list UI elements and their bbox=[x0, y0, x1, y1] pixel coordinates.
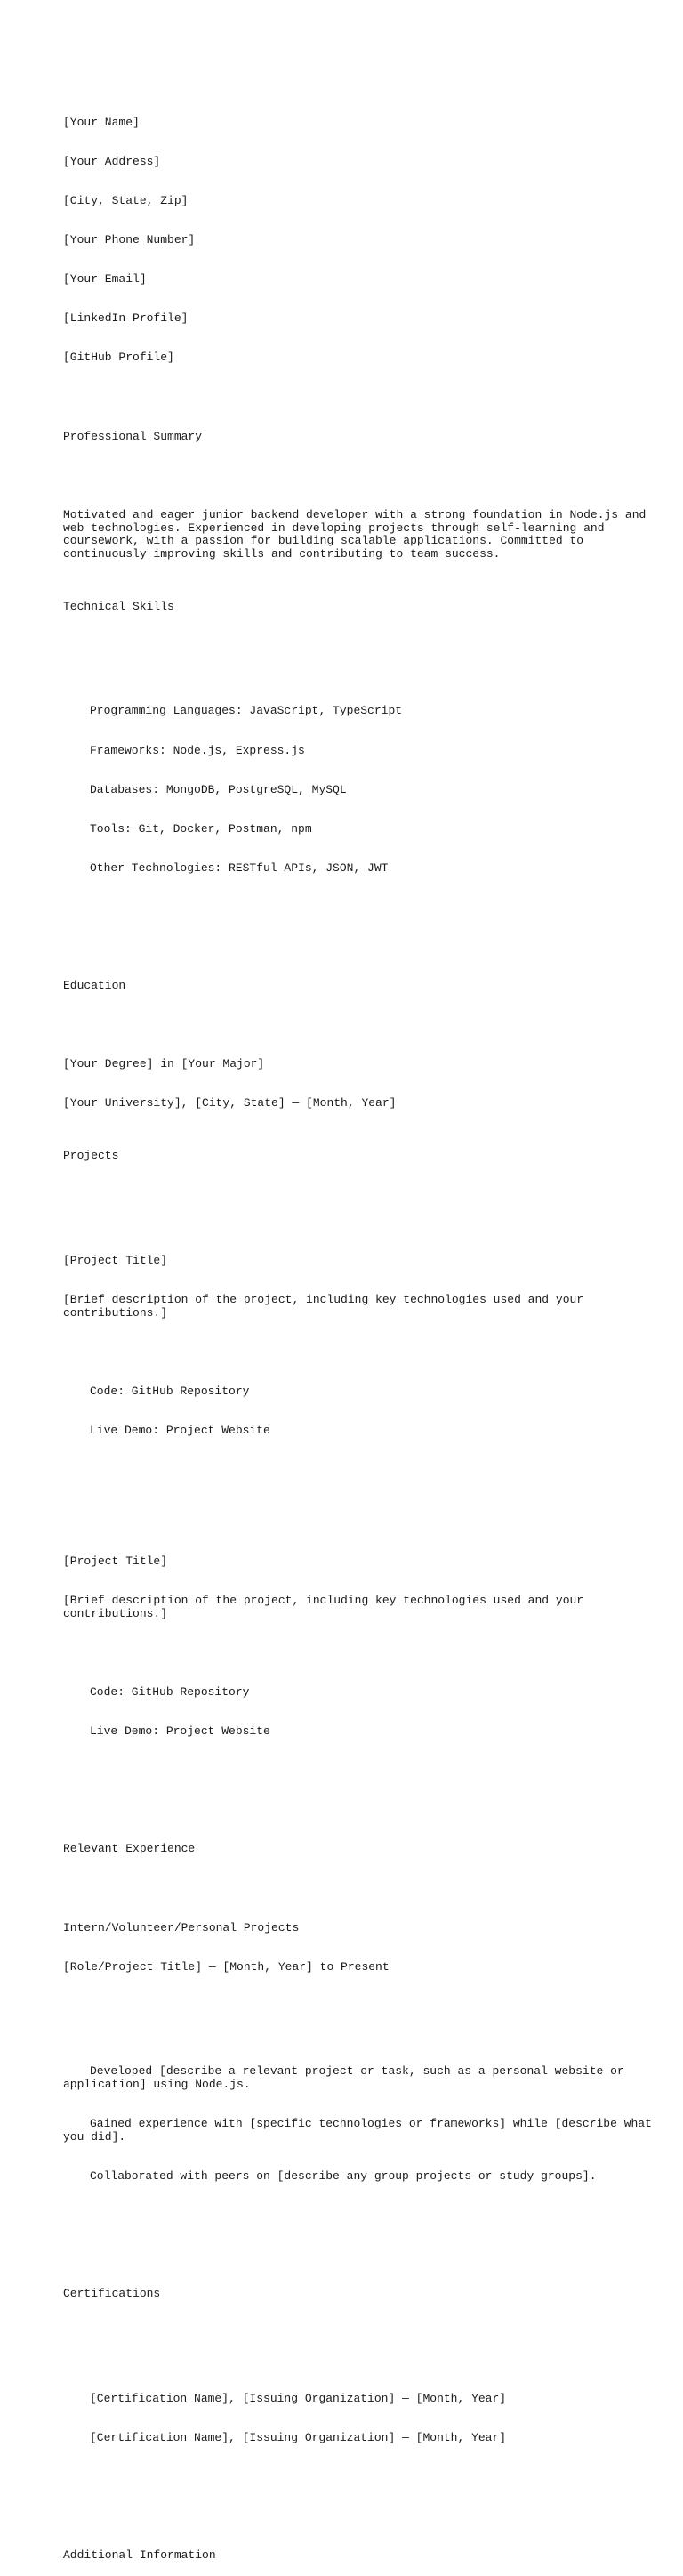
contact-github: [GitHub Profile] bbox=[63, 351, 174, 365]
certifications-list bbox=[63, 2367, 668, 2472]
project-description: [Brief description of the project, including key technologies used and your contributions.] bbox=[63, 1293, 591, 1320]
project-entry bbox=[63, 1530, 668, 1765]
project-code-link: Code: GitHub Repository bbox=[90, 1384, 250, 1398]
resume-document bbox=[63, 64, 668, 2576]
experience-role: [Role/Project Title] — [Month, Year] to Present bbox=[63, 1959, 390, 1974]
certification-item: [Certification Name], [Issuing Organization] — [Month, Year] bbox=[90, 2391, 507, 2405]
certifications-heading: Certifications bbox=[63, 2287, 161, 2301]
project-title: [Project Title] bbox=[63, 1554, 168, 1569]
experience-bullet: Collaborated with peers on [describe any group projects or study groups]. bbox=[90, 2169, 597, 2184]
project-demo-link: Live Demo: Project Website bbox=[90, 1724, 270, 1739]
contact-name: [Your Name] bbox=[63, 115, 140, 129]
skill-item: Programming Languages: JavaScript, TypeScript bbox=[90, 704, 403, 718]
skill-item: Other Technologies: RESTful APIs, JSON, JWT bbox=[90, 860, 389, 875]
summary-heading: Professional Summary bbox=[63, 429, 203, 443]
experience-bullets bbox=[63, 2039, 668, 2209]
contact-block bbox=[63, 90, 668, 391]
education-school: [Your University], [City, State] — [Month, Year] bbox=[63, 1096, 397, 1110]
experience-heading: Relevant Experience bbox=[63, 1842, 196, 1856]
project-entry bbox=[63, 1229, 668, 1465]
contact-phone: [Your Phone Number] bbox=[63, 233, 196, 247]
summary-text: Motivated and eager junior backend developer with a strong foundation in Node.js and web technologies. Experienced in developing projects through self-learning and coursework, with a passion for building scalable applications. Committed to continuously improving skills and contributing to team success. bbox=[63, 507, 654, 561]
skills-heading: Technical Skills bbox=[63, 599, 174, 613]
contact-address: [Your Address] bbox=[63, 154, 161, 168]
project-title: [Project Title] bbox=[63, 1253, 168, 1267]
project-demo-link: Live Demo: Project Website bbox=[90, 1424, 270, 1438]
skill-item: Tools: Git, Docker, Postman, npm bbox=[90, 821, 312, 836]
education-heading: Education bbox=[63, 979, 126, 993]
contact-linkedin: [LinkedIn Profile] bbox=[63, 311, 189, 326]
contact-city-state-zip: [City, State, Zip] bbox=[63, 194, 189, 208]
education-degree: [Your Degree] in [Your Major] bbox=[63, 1057, 265, 1071]
certification-item: [Certification Name], [Issuing Organization] — [Month, Year] bbox=[90, 2431, 507, 2445]
experience-bullet: Developed [describe a relevant project or task, such as a personal website or application] using Node.js. bbox=[63, 2064, 631, 2092]
project-description: [Brief description of the project, including key technologies used and your contributions.] bbox=[63, 1594, 591, 1620]
experience-bullet: Gained experience with [specific technologies or frameworks] while [describe what you did]. bbox=[63, 2117, 659, 2144]
projects-heading: Projects bbox=[63, 1149, 119, 1163]
additional-heading: Additional Information bbox=[63, 2548, 216, 2563]
experience-category: Intern/Volunteer/Personal Projects bbox=[63, 1920, 300, 1934]
project-code-link: Code: GitHub Repository bbox=[90, 1685, 250, 1700]
skills-list bbox=[63, 679, 668, 901]
skill-item: Frameworks: Node.js, Express.js bbox=[90, 743, 305, 757]
skill-item: Databases: MongoDB, PostgreSQL, MySQL bbox=[90, 782, 347, 796]
contact-email: [Your Email] bbox=[63, 272, 147, 287]
